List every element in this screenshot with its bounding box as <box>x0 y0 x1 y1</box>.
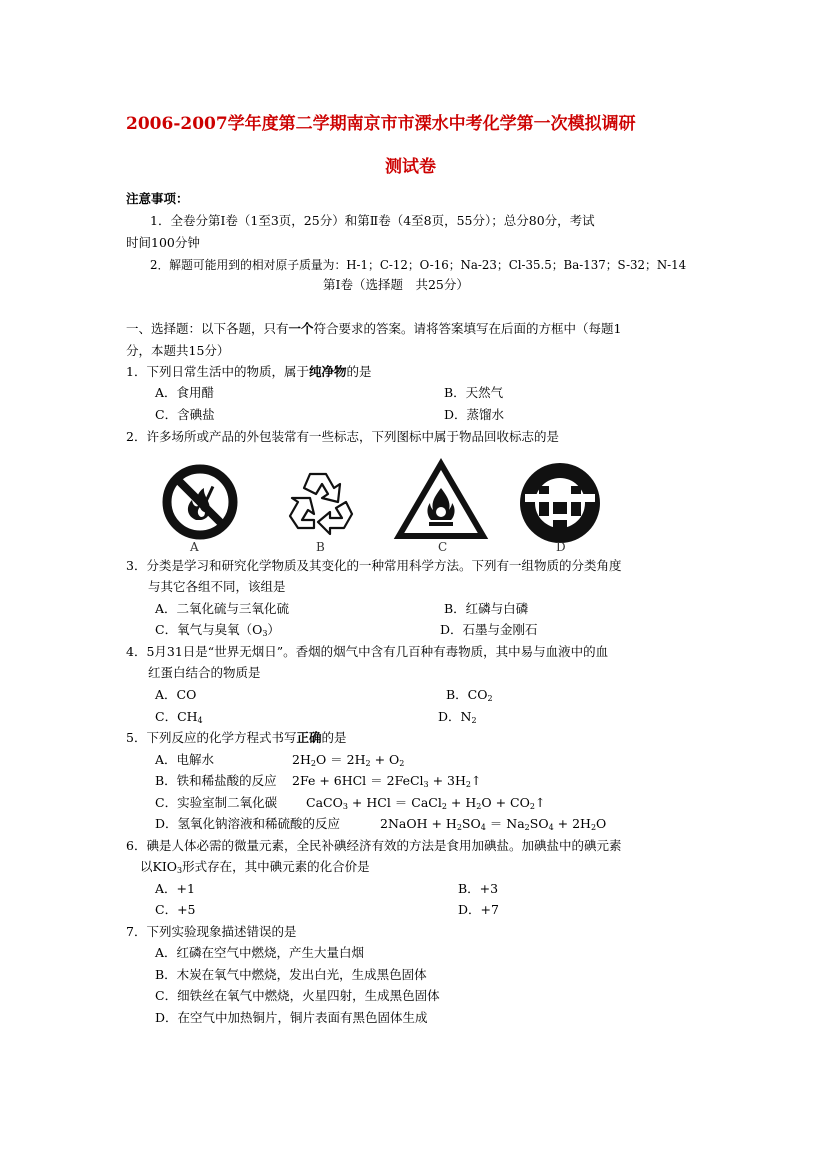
eq-part: ↑ <box>471 773 482 788</box>
eq-part: 2H <box>292 752 311 767</box>
q5-stem-pre: 5．下列反应的化学方程式书写 <box>126 730 297 745</box>
q5-option-c: C．实验室制二氧化碳 <box>155 795 278 810</box>
q5-stem-bold: 正确 <box>296 730 322 745</box>
eq-sub: 3 <box>423 780 429 789</box>
eq-sub: 2 <box>476 802 482 811</box>
eq-part: + HCl ＝ CaCl <box>347 795 442 810</box>
q6-option-b: B．+3 <box>458 881 499 896</box>
eq-sub: 2 <box>529 802 535 811</box>
q7-stem: 7．下列实验现象描述错误的是 <box>126 924 297 939</box>
q5-equation-d <box>380 815 606 833</box>
q7-option-c: C．细铁丝在氧气中燃烧，火星四射，生成黑色固体 <box>155 988 440 1003</box>
eq-sub: 2 <box>590 823 597 832</box>
q4-stem-cont: 红蛋白结合的物质是 <box>148 665 261 680</box>
q6-option-d: D．+7 <box>458 902 499 917</box>
eq-part: SO <box>529 816 549 831</box>
q2-stem: 2．许多场所或产品的外包装常有一些标志，下列图标中属于物品回收标志的是 <box>126 429 559 444</box>
eq-sub: 2 <box>365 759 371 768</box>
q7-option-b: B．木炭在氧气中燃烧，发出白光，生成黑色固体 <box>155 967 427 982</box>
q1-stem-pre: 1．下列日常生活中的物质，属于 <box>126 364 309 379</box>
q4-option-b-sub: 2 <box>487 694 493 703</box>
q5-option-d: D．氢氧化钠溶液和稀硫酸的反应 <box>155 816 341 831</box>
q2-label-d: D <box>556 540 566 554</box>
eq-sub: 2 <box>399 759 405 768</box>
flammable-warning-icon <box>393 458 489 542</box>
q2-label-b: B <box>316 540 325 554</box>
q3-option-c-sub: 3 <box>262 629 268 638</box>
q3-option-c-post: ） <box>267 622 280 637</box>
q4-option-d-text: D．N <box>438 709 472 724</box>
q1-option-c: C．含碘盐 <box>155 407 215 422</box>
q4-option-a: A．CO <box>155 687 197 702</box>
q1-stem <box>126 363 372 381</box>
q5-equation-c <box>306 794 545 812</box>
q6-stem-b-pre: 以KIO <box>140 859 178 874</box>
q2-label-a: A <box>190 540 199 554</box>
section-heading-cont: 分，本题共15分） <box>126 343 230 358</box>
q4-stem: 4．5月31日是“世界无烟日”。香烟的烟气中含有几百种有毒物质，其中易与血液中的血 <box>126 644 609 659</box>
section-text-1: 一、选择题：以下各题，只有 <box>126 321 289 336</box>
eq-part: + 2H <box>553 816 591 831</box>
q1-option-d: D．蒸馏水 <box>444 407 505 422</box>
q2-label-c: C <box>438 540 448 554</box>
eq-part: + H <box>446 795 477 810</box>
eq-part: 2Fe + 6HCl ＝ 2FeCl <box>292 773 424 788</box>
q3-option-c <box>155 621 280 639</box>
eq-part: + 3H <box>428 773 466 788</box>
q3-stem: 3．分类是学习和研究化学物质及其变化的一种常用科学方法。下列有一组物质的分类角度 <box>126 558 622 573</box>
q4-option-d-sub: 2 <box>471 716 477 725</box>
eq-sub: 2 <box>524 823 530 832</box>
q3-option-a: A．二氧化硫与三氧化硫 <box>155 601 290 616</box>
q6-option-a: A．+1 <box>155 881 195 896</box>
eq-sub: 4 <box>480 823 486 832</box>
q3-option-d: D．石墨与金刚石 <box>440 622 538 637</box>
q5-equation-a <box>292 751 404 769</box>
q5-stem <box>126 729 347 747</box>
eq-part: O <box>596 816 607 831</box>
no-fire-icon <box>160 462 240 542</box>
notice-item-2: 2．解题可能用到的相对原子质量为：H-1；C-12；O-16；Na-23；Cl-35.5；Ba-137；S-32；N-14 <box>150 258 687 272</box>
q6-stem-b-post: 形式存在，其中碘元素的化合价是 <box>182 859 370 874</box>
eq-part: + O <box>370 752 400 767</box>
q4-option-b <box>446 686 493 704</box>
q5-stem-post: 的是 <box>321 730 347 745</box>
q5-option-a: A．电解水 <box>155 752 215 767</box>
q6-stem: 6．碘是人体必需的微量元素，全民补碘经济有效的方法是食用加碘盐。加碘盐中的碘元素 <box>126 838 622 853</box>
eq-sub: 3 <box>342 802 348 811</box>
q1-stem-bold: 纯净物 <box>308 364 347 379</box>
eq-part: O ＝ 2H <box>315 752 366 767</box>
notice-heading: 注意事项： <box>126 191 189 206</box>
q3-option-c-pre: C．氧气与臭氧（O <box>155 622 263 637</box>
eq-sub: 2 <box>310 759 316 768</box>
q4-option-b-text: B．CO <box>446 687 488 702</box>
q7-option-d: D．在空气中加热铜片，铜片表面有黑色固体生成 <box>155 1010 428 1025</box>
eq-sub: 2 <box>441 802 447 811</box>
q4-option-d <box>438 708 477 726</box>
section-text-bold: 一个 <box>288 321 314 336</box>
eq-sub: 2 <box>456 823 462 832</box>
part-heading: 第Ⅰ卷（选择题 共25分） <box>323 277 469 292</box>
q4-option-c-sub: 4 <box>197 716 203 725</box>
q4-option-c <box>155 708 203 726</box>
q3-option-b: B．红磷与白磷 <box>444 601 529 616</box>
green-label-icon <box>515 458 605 548</box>
page-title: 2006-2007学年度第二学期南京市市溧水中考化学第一次模拟调研 <box>126 114 636 134</box>
recycle-icon <box>280 462 360 542</box>
eq-part: O + CO <box>481 795 530 810</box>
q3-stem-cont: 与其它各组不同，该组是 <box>148 579 286 594</box>
q4-option-c-text: C．CH <box>155 709 198 724</box>
page-title-line2: 测试卷 <box>385 157 436 177</box>
eq-sub: 4 <box>548 823 554 832</box>
q5-equation-b <box>292 772 481 790</box>
eq-part: ↑ <box>534 795 546 810</box>
eq-part: SO <box>461 816 481 831</box>
q1-option-b: B．天然气 <box>444 385 504 400</box>
q1-stem-post: 的是 <box>346 364 372 379</box>
q6-stem-cont <box>140 858 370 876</box>
notice-item-1-cont: 时间100分钟 <box>126 235 200 250</box>
q5-option-b: B．铁和稀盐酸的反应 <box>155 773 277 788</box>
notice-item-1: 1．全卷分第Ⅰ卷（1至3页，25分）和第Ⅱ卷（4至8页，55分）；总分80分，考试 <box>150 213 595 228</box>
section-heading <box>126 320 622 338</box>
eq-part: CaCO <box>306 795 343 810</box>
eq-part: ＝ Na <box>485 816 525 831</box>
q6-stem-b-sub: 3 <box>177 866 183 875</box>
q1-option-a: A．食用醋 <box>155 385 215 400</box>
q7-option-a: A．红磷在空气中燃烧，产生大量白烟 <box>155 945 365 960</box>
q6-option-c: C．+5 <box>155 902 196 917</box>
eq-sub: 2 <box>465 780 471 789</box>
section-text-2: 符合要求的答案。请将答案填写在后面的方框中（每题1 <box>313 321 622 336</box>
eq-part: 2NaOH + H <box>380 816 457 831</box>
